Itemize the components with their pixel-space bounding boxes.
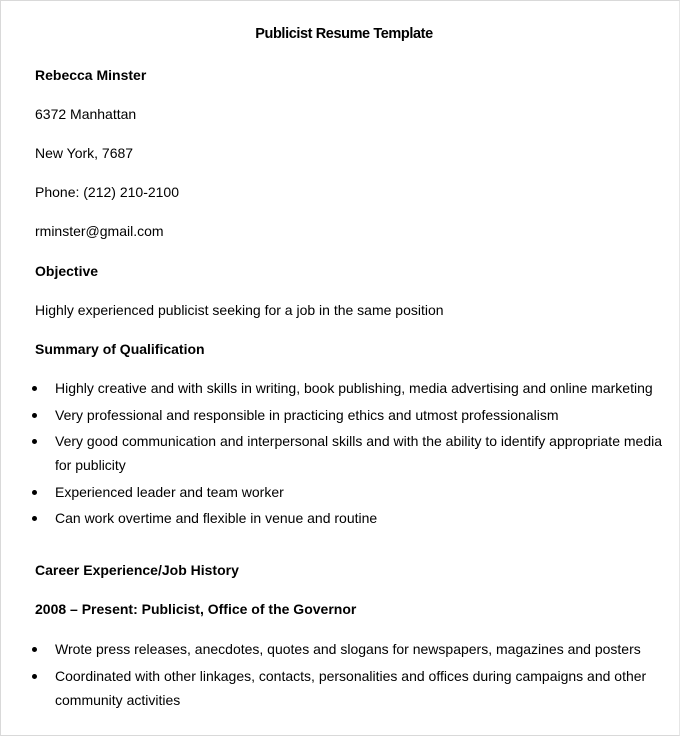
list-item: Highly creative and with skills in writing, book publishing, media advertising and online marketing <box>1 376 665 403</box>
bullet-icon <box>32 490 37 495</box>
objective-heading: Objective <box>35 263 99 279</box>
list-item: Very professional and responsible in practicing ethics and utmost professionalism <box>1 403 665 429</box>
bullet-icon <box>32 413 37 418</box>
bullet-icon <box>32 674 37 679</box>
candidate-name: Rebecca Minster <box>35 67 147 83</box>
job-duties-list <box>1 637 665 715</box>
list-item: Very good communication and interpersonal skills and with the ability to identify appropriate media for publicity <box>1 429 665 480</box>
address-line-2: New York, 7687 <box>35 145 134 161</box>
bullet-icon <box>32 439 37 444</box>
document-title: Publicist Resume Template <box>255 26 433 42</box>
bullet-icon <box>32 386 37 391</box>
list-item: Wrote press releases, anecdotes, quotes and slogans for newspapers, magazines and posters <box>1 637 665 664</box>
summary-list <box>1 376 665 532</box>
summary-heading: Summary of Qualification <box>35 341 205 357</box>
email: rminster@gmail.com <box>35 223 164 239</box>
bullet-icon <box>32 516 37 521</box>
career-heading: Career Experience/Job History <box>35 562 239 578</box>
list-item: Experienced leader and team worker <box>1 480 665 506</box>
job-title: 2008 – Present: Publicist, Office of the Governor <box>35 601 357 617</box>
list-item: Coordinated with other linkages, contacts, personalities and offices during campaigns and other community activities <box>1 664 665 715</box>
address-line-1: 6372 Manhattan <box>35 106 137 122</box>
list-item: Can work overtime and flexible in venue and routine <box>1 506 665 532</box>
phone: Phone: (212) 210-2100 <box>35 184 179 200</box>
bullet-icon <box>32 647 37 652</box>
objective-text: Highly experienced publicist seeking for a job in the same position <box>35 302 444 318</box>
